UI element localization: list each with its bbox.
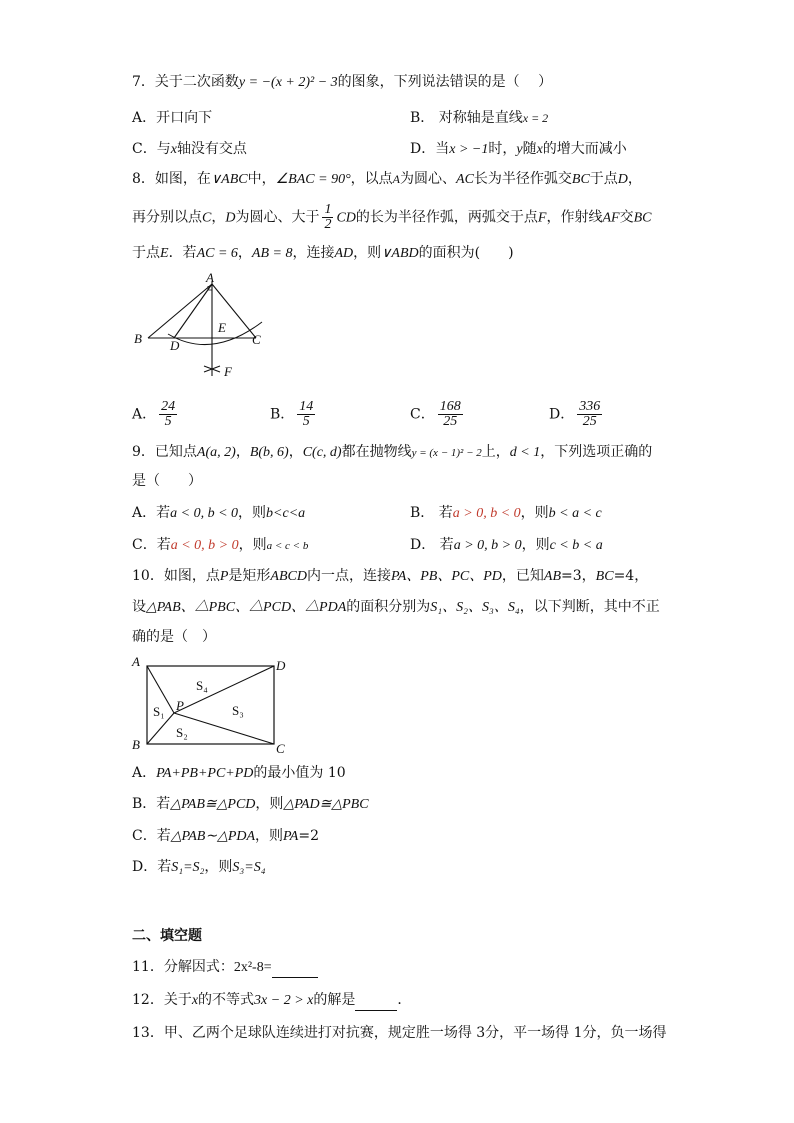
q8-half-fraction (322, 203, 333, 232)
q8-math: A (392, 172, 401, 186)
q10-math: △PAB、△PBC、△PCD、△PDA (146, 600, 347, 615)
label-s3: S₃ (232, 703, 244, 718)
q9-option-a (132, 503, 305, 524)
q8-figure (128, 272, 278, 384)
q9-math: b<c<a (266, 506, 306, 521)
q8-text: 于点 (589, 171, 618, 187)
q8-option-d (549, 400, 605, 429)
q8-text: ，则 (353, 245, 382, 261)
fraction-numerator: 1 (324, 202, 332, 217)
q8-math: AF (602, 210, 620, 226)
q10-text: 内一点，连接 (306, 568, 391, 584)
q7-stem-text: 7．关于二次函数 (132, 74, 239, 90)
q10-math: PA、PB、PC、PD (390, 569, 502, 584)
q8-option-b (270, 400, 318, 429)
q9-math: a < 0, b > 0 (170, 538, 239, 553)
q9-text: D． 若 (410, 537, 454, 553)
q7-option-b (410, 108, 548, 128)
q10-math: S₁、S₂、S₃、S₄ (430, 600, 520, 615)
q9-line-2 (132, 471, 202, 491)
fraction-denominator: 25 (582, 414, 597, 429)
q8-text: 的面积为( ) (418, 245, 514, 261)
q8-math: F (537, 210, 547, 226)
q10-text: 是矩形 (228, 568, 271, 584)
q10-text: =2 (298, 828, 319, 844)
q12-x: x (191, 993, 199, 1008)
q9-text: C．若 (132, 537, 171, 553)
q9-math: d < 1 (509, 445, 541, 460)
q12-text: 的不等式 (198, 992, 255, 1008)
q11-text: 11．分解因式： (132, 959, 234, 975)
q8-text: 再分别以点 (132, 209, 202, 226)
q10-line-3 (132, 627, 216, 647)
q7-option-d-x: x (536, 142, 543, 157)
q7-option-a (132, 108, 212, 128)
q10-option-a (132, 763, 346, 784)
q11-expr: 2x²-8= (233, 960, 272, 975)
q9-text: ， (235, 444, 250, 460)
q8-math: AD (334, 246, 354, 261)
q8-math: C (202, 210, 212, 226)
q10-text: 的面积分别为 (346, 599, 431, 615)
fraction-denominator: 5 (302, 414, 310, 429)
q8-text: 长为半径作弧交 (473, 171, 572, 187)
q12-text: ． (397, 992, 412, 1008)
label-b: B (134, 331, 142, 346)
q8-math: ∨ABD (381, 246, 419, 261)
q8-math: BC (571, 172, 590, 187)
q9-text: ，则 (238, 537, 267, 553)
q10-text: ，则 (255, 828, 284, 844)
q8-math: D (225, 210, 236, 226)
section-title: 二、填空题 (132, 928, 202, 944)
q10-line-2 (132, 597, 660, 618)
q10-text: A． (132, 765, 157, 781)
q8-math: E (160, 246, 169, 261)
rectangle-abcd (147, 666, 274, 744)
q8-line-1 (132, 169, 642, 190)
q7-option-c (132, 139, 247, 160)
q8-text: 为圆心、大于 (235, 209, 320, 226)
q9-option-c (132, 535, 308, 556)
fraction-numerator: 336 (579, 399, 601, 414)
q10-text: ，已知 (501, 568, 544, 584)
q10-text: B．若 (132, 796, 171, 812)
q9-text: ，则 (238, 505, 267, 521)
q10-math: BC (595, 569, 614, 584)
q7-option-d-y: y (516, 142, 523, 157)
fraction-denominator: 5 (164, 414, 172, 429)
option-letter: B． (270, 406, 295, 423)
q9-line-1 (132, 442, 652, 463)
q9-math: b < a < c (548, 506, 602, 521)
q8-math: D (617, 172, 628, 187)
fraction (159, 400, 177, 429)
q7-option-b-math: x = 2 (522, 111, 549, 125)
option-letter: A． (132, 406, 157, 423)
q10-text: =3， (561, 568, 596, 584)
q8-text: ， (627, 171, 642, 187)
q10-text: 10．如图，点 (132, 568, 220, 584)
q7-option-d-text-4: 的增大而减小 (542, 141, 627, 157)
q9-math: A(a, 2) (196, 445, 236, 460)
fraction-numerator: 14 (299, 399, 314, 414)
fraction-numerator: 168 (439, 399, 461, 414)
q9-math: a < c < b (266, 540, 309, 552)
fraction-denominator: 25 (443, 414, 458, 429)
q10-math: PA (283, 829, 299, 844)
q9-math: C(c, d) (302, 445, 342, 460)
option-letter: D． (549, 406, 575, 423)
fraction (297, 400, 315, 429)
fraction-denominator: 2 (324, 217, 332, 232)
q10-text: 设 (132, 599, 146, 615)
q9-option-d (410, 535, 603, 556)
q9-math: c < b < a (549, 538, 603, 553)
label-p: P (176, 698, 184, 713)
q9-option-b (410, 503, 602, 524)
q9-text: B． 若 (410, 505, 453, 521)
q10-math: S₁=S₂ (171, 860, 205, 875)
q9-math: a > 0, b < 0 (452, 506, 521, 521)
fraction-numerator: 24 (161, 399, 176, 414)
q9-math: B(b, 6) (249, 445, 289, 460)
q12 (132, 990, 411, 1011)
label-s1: S₁ (153, 704, 165, 719)
label-d: D (276, 658, 286, 673)
q8-math: AC (456, 172, 474, 187)
q8-text: 中， (247, 171, 276, 187)
q8-line-3 (132, 243, 514, 264)
q9-text: 都在抛物线 (341, 444, 412, 460)
q10-text: 的最小值为 10 (253, 765, 346, 781)
q7-option-d-text: D．当 (410, 141, 450, 157)
q9-text: ，下列选项正确的 (540, 444, 653, 460)
fraction (577, 400, 602, 429)
q8-text: ，作射线 (546, 209, 603, 226)
q10-math: △PAB∼△PDA (170, 829, 256, 844)
q12-text: 的解是 (313, 992, 356, 1008)
q13 (132, 1023, 667, 1043)
q7-option-c-x: x (170, 142, 177, 157)
q10-text: =4， (613, 568, 649, 584)
q8-text: ， (237, 245, 252, 261)
q8-math: ∠BAC = 90° (275, 172, 351, 187)
label-d: D (170, 338, 180, 353)
q11-answer-blank[interactable] (272, 957, 318, 978)
q12-answer-blank[interactable] (355, 990, 397, 1011)
q8-math: BC (633, 210, 652, 226)
q9-math: y = (x − 1)² − 2 (411, 447, 482, 459)
q10-figure (128, 652, 298, 758)
q8-math: AC = 6 (196, 246, 238, 261)
q10-text: ，则 (204, 859, 233, 875)
label-a: A (206, 272, 214, 285)
q10-line-1 (132, 566, 648, 587)
q10-option-d (132, 857, 266, 878)
q8-text: 8．如图，在 (132, 171, 211, 187)
q10-math: △PAD≅△PBC (283, 797, 369, 812)
q7-option-d (410, 139, 627, 160)
q13-text: 13．甲、乙两个足球队连续进打对抗赛，规定胜一场得 3分，平一场得 1分，负一场得 (132, 1025, 667, 1041)
q11 (132, 957, 318, 978)
q10-math: ABCD (270, 569, 307, 584)
q7-stem-text-2: 的图象，下列说法错误的是（ ） (337, 74, 553, 90)
q12-inequality: 3x − 2 > x (254, 993, 314, 1008)
q8-text: ，以点 (350, 171, 393, 187)
label-e: E (218, 320, 226, 335)
q8-text: ， (211, 209, 226, 226)
q8-text: 交 (619, 209, 634, 226)
q7-option-d-cond: x > −1 (449, 142, 489, 157)
q9-text: 是（ ） (132, 473, 202, 489)
q8-math: ∨ABC (210, 172, 248, 187)
q10-text: ，以下判断，其中不正 (519, 599, 660, 615)
q7-option-c-text-2: 轴没有交点 (176, 141, 247, 157)
q7-option-c-text: C．与 (132, 141, 171, 157)
arc-center-a (168, 322, 262, 345)
label-s4: S₄ (196, 678, 208, 693)
q9-text: 上， (481, 444, 510, 460)
q8-text: ．若 (168, 245, 197, 261)
q8-option-c (410, 400, 466, 429)
q9-text: ，则 (520, 505, 549, 521)
label-c: C (252, 332, 261, 347)
q8-math: AB = 8 (251, 246, 293, 261)
q10-text: ，则 (255, 796, 284, 812)
label-a: A (132, 654, 140, 669)
q10-text: D．若 (132, 859, 172, 875)
fraction (438, 400, 463, 429)
q8-math: CD (336, 210, 356, 226)
q7-option-a-text: A．开口向下 (132, 110, 213, 126)
label-c: C (276, 741, 285, 756)
q9-math: a > 0, b > 0 (453, 538, 522, 553)
option-letter: C． (410, 406, 435, 423)
q10-math: S₃=S₄ (232, 860, 266, 875)
q10-math: AB (543, 569, 562, 584)
q10-math: △PAB≅△PCD (170, 797, 256, 812)
q7-formula: y = −(x + 2)² − 3 (238, 75, 338, 90)
label-s2: S₂ (176, 725, 188, 740)
q10-option-c (132, 826, 319, 847)
q9-math: a < 0, b < 0 (170, 506, 239, 521)
q7-option-b-text: B． 对称轴是直线 (410, 110, 523, 126)
q8-line-2 (132, 203, 651, 232)
label-f: F (224, 364, 232, 379)
q9-text: A．若 (132, 505, 171, 521)
q10-text: 确的是（ ） (132, 629, 216, 645)
q10-text: C．若 (132, 828, 171, 844)
label-b: B (132, 737, 140, 752)
q9-text: 9．已知点 (132, 444, 197, 460)
q8-option-a (132, 400, 180, 429)
q8-text: 为圆心、 (400, 171, 457, 187)
q10-math: P (219, 569, 229, 584)
q7-option-d-text-2: 时， (488, 141, 517, 157)
q10-option-b (132, 794, 369, 815)
q7-option-d-text-3: 随 (522, 141, 537, 157)
segment-pc (174, 713, 274, 744)
segment-pd (174, 666, 274, 713)
q9-text: ，则 (521, 537, 550, 553)
q12-text: 12．关于 (132, 992, 192, 1008)
q8-text: 的长为半径作弧，两弧交于点 (355, 209, 538, 226)
q9-text: ， (288, 444, 303, 460)
q10-math: PA+PB+PC+PD (156, 766, 254, 781)
q8-text: 于点 (132, 245, 160, 261)
q8-text: ，连接 (292, 245, 335, 261)
q7-stem (132, 72, 552, 93)
